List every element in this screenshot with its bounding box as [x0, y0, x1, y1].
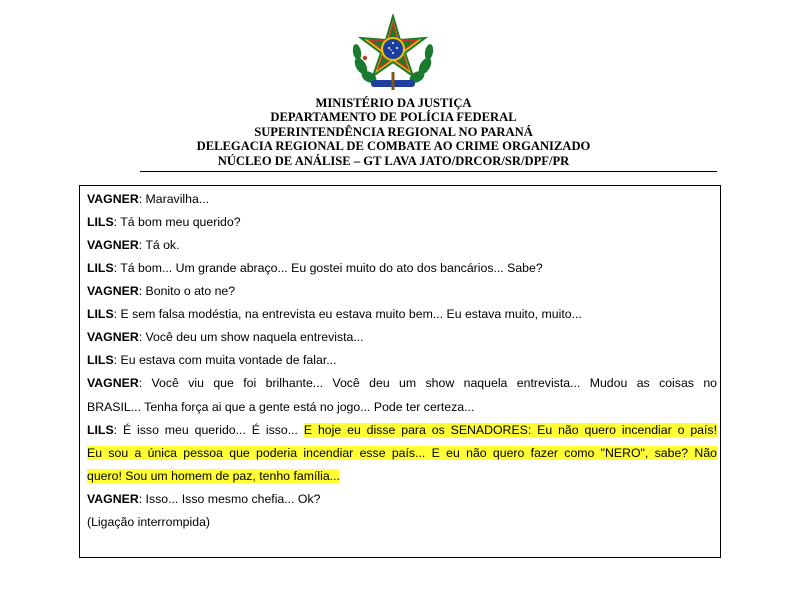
header-line-ministry: MINISTÉRIO DA JUSTIÇA	[315, 96, 472, 110]
highlighted-text: E hoje eu disse para os SENADORES: Eu não quero incendiar o país!	[303, 423, 717, 437]
transcript-line	[87, 329, 717, 346]
speaker-name: VAGNER	[87, 238, 139, 252]
transcript-line-continuation	[87, 445, 717, 462]
transcript-line	[87, 191, 717, 208]
utterance-text: : Você deu um show naquela entrevista...	[138, 330, 364, 344]
highlighted-text: Eu sou a única pessoa que poderia incendiar esse país... E eu não quero fazer como "NERO", sabe? Não	[87, 446, 717, 460]
utterance-text: : E sem falsa modéstia, na entrevista eu estava muito bem... Eu estava muito, muito...	[113, 307, 582, 321]
speaker-name: LILS	[87, 215, 114, 229]
sword-hilt	[392, 72, 395, 90]
speaker-name: LILS	[87, 261, 114, 275]
header-line-superintendence: SUPERINTENDÊNCIA REGIONAL NO PARANÁ	[254, 124, 533, 139]
speaker-name: VAGNER	[87, 330, 139, 344]
utterance-text: : É isso meu querido... É isso...	[113, 423, 304, 437]
speaker-name: VAGNER	[87, 376, 139, 390]
transcript-line	[87, 422, 717, 439]
transcript-line	[87, 283, 717, 300]
utterance-text: : Você viu que foi brilhante... Você deu um show naquela entrevista... Mudou as coisas no	[138, 376, 717, 390]
header-line-department: DEPARTAMENTO DE POLÍCIA FEDERAL	[270, 110, 517, 125]
header-line-delegacy: DELEGACIA REGIONAL DE COMBATE AO CRIME ORGANIZADO	[196, 139, 591, 154]
transcript-line	[87, 306, 717, 323]
utterance-text: : Tá bom... Um grande abraço... Eu gostei muito do ato dos bancários... Sabe?	[113, 261, 543, 275]
header-line-nucleus: NÚCLEO DE ANÁLISE – GT LAVA JATO/DRCOR/SR/DPF/PR	[217, 153, 570, 168]
speaker-name: LILS	[87, 423, 114, 437]
tobacco-branch-right	[408, 43, 435, 85]
transcript-box	[79, 185, 721, 558]
blue-disc	[382, 38, 404, 60]
speaker-name: LILS	[87, 353, 114, 367]
highlighted-text: quero! Sou um homem de paz, tenho família...	[87, 469, 340, 483]
call-interrupted-note: (Ligação interrompida)	[87, 515, 211, 529]
speaker-name: VAGNER	[87, 192, 139, 206]
header-divider	[140, 171, 717, 172]
speaker-name: VAGNER	[87, 492, 139, 506]
coat-of-arms-icon	[347, 14, 439, 94]
transcript-line	[87, 260, 717, 277]
transcript-line-continuation	[87, 468, 717, 485]
transcript-line	[87, 237, 717, 254]
utterance-text: : Eu estava com muita vontade de falar...	[113, 353, 337, 367]
coffee-branch-left	[352, 43, 379, 85]
transcript-line	[87, 352, 717, 369]
transcript-line-continuation	[87, 399, 717, 416]
document-header	[0, 96, 787, 168]
speaker-name: LILS	[87, 307, 114, 321]
speaker-name: VAGNER	[87, 284, 139, 298]
utterance-text: : Isso... Isso mesmo chefia... Ok?	[138, 492, 321, 506]
transcript-note	[87, 514, 717, 531]
transcript-line	[87, 214, 717, 231]
utterance-text: : Maravilha...	[138, 192, 210, 206]
utterance-text: : Tá ok.	[138, 238, 180, 252]
utterance-text: BRASIL... Tenha força ai que a gente está no jogo... Pode ter certeza...	[87, 400, 475, 414]
transcript-line	[87, 491, 717, 508]
utterance-text: : Tá bom meu querido?	[113, 215, 241, 229]
utterance-text: : Bonito o ato ne?	[138, 284, 236, 298]
transcript-line	[87, 375, 717, 392]
